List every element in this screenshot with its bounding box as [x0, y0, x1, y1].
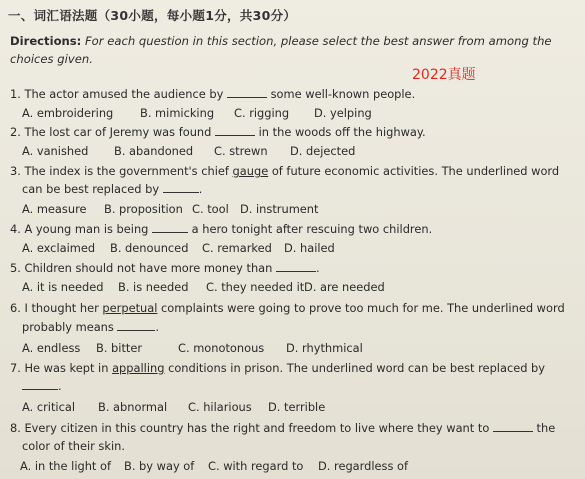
question-text: of future economic activities. The underlined word [271, 164, 560, 178]
question-text: 7. He was kept in [10, 361, 109, 375]
question-text: can be best replaced by [22, 182, 160, 196]
question-8 [10, 421, 555, 435]
question-text: 8. Every citizen in this country has the right and freedom to live where they want to [10, 421, 490, 435]
answer-blank [117, 320, 155, 331]
option-d: D. dejected [290, 144, 356, 158]
option-a: A. critical [22, 400, 75, 414]
option-b: B. proposition [104, 202, 183, 216]
option-d: D. terrible [268, 400, 326, 414]
option-c: C. they needed it [206, 280, 305, 294]
question-text: 3. The index is the government's chief [10, 164, 229, 178]
answer-blank [276, 261, 316, 272]
option-c: C. hilarious [188, 400, 252, 414]
question-6-continued: probably means . [22, 320, 160, 334]
question-1 [10, 87, 415, 101]
option-d: D. regardless of [318, 459, 409, 473]
option-d: D. are needed [304, 280, 385, 294]
underlined-word: gauge [232, 164, 269, 178]
exam-year-tag: 2022真题 [412, 67, 476, 83]
option-c: C. tool [192, 202, 229, 216]
answer-blank [493, 421, 533, 432]
question-6 [10, 301, 565, 315]
question-3-continued: can be best replaced by . [22, 182, 203, 196]
question-text: some well-known people. [270, 87, 416, 101]
directions-text: For each question in this section, please select the best answer from among the choices given. [10, 34, 552, 66]
option-b: B. denounced [110, 241, 189, 255]
answer-blank [215, 125, 255, 136]
question-7-continued: . [22, 379, 62, 393]
option-a: A. embroidering [22, 106, 114, 120]
option-c: C. with regard to [208, 459, 304, 473]
directions-label: Directions: [10, 34, 82, 48]
question-text: . [316, 261, 320, 275]
question-7 [10, 361, 545, 375]
option-d: D. rhythmical [286, 341, 363, 355]
underlined-word: appalling [112, 361, 165, 375]
option-b: B. abandoned [114, 144, 194, 158]
option-c: C. strewn [214, 144, 268, 158]
question-text: the [536, 421, 556, 435]
option-a: A. measure [22, 202, 87, 216]
question-text: in the woods off the highway. [258, 125, 426, 139]
question-2 [10, 125, 426, 139]
question-text: 1. The actor amused the audience by [10, 87, 224, 101]
question-text: 6. I thought her [10, 301, 99, 315]
option-b: B. mimicking [140, 106, 215, 120]
question-text: 5. Children should not have more money than [10, 261, 273, 275]
option-b: B. bitter [96, 341, 143, 355]
section-title: 一、词汇语法题（30小题，每小题1分，共30分） [8, 8, 297, 23]
question-text: conditions in prison. The underlined word can be best replaced by [168, 361, 546, 375]
question-text: 2. The lost car of Jeremy was found [10, 125, 212, 139]
question-text: probably means [22, 320, 114, 334]
answer-blank [163, 182, 199, 193]
directions [10, 32, 570, 68]
option-a: A. in the light of [20, 459, 111, 473]
option-d: D. hailed [284, 241, 335, 255]
option-a: A. vanished [22, 144, 89, 158]
option-a: A. it is needed [22, 280, 104, 294]
option-d: D. instrument [240, 202, 319, 216]
option-b: B. by way of [124, 459, 195, 473]
option-a: A. exclaimed [22, 241, 96, 255]
question-4 [10, 222, 432, 236]
answer-blank [22, 379, 58, 390]
underlined-word: perpetual [102, 301, 158, 315]
question-text: 4. A young man is being [10, 222, 149, 236]
question-5 [10, 261, 320, 275]
question-3 [10, 164, 559, 178]
option-c: C. remarked [202, 241, 272, 255]
option-d: D. yelping [314, 106, 372, 120]
question-8-continued [22, 439, 125, 453]
option-a: A. endless [22, 341, 81, 355]
option-c: C. rigging [234, 106, 290, 120]
option-b: B. is needed [118, 280, 189, 294]
question-text: a hero tonight after rescuing two children. [191, 222, 433, 236]
answer-blank [227, 87, 267, 98]
question-text: color of their skin. [22, 439, 125, 453]
option-b: B. abnormal [98, 400, 168, 414]
question-text: complaints were going to prove too much for me. The underlined word [161, 301, 565, 315]
option-c: C. monotonous [178, 341, 265, 355]
answer-blank [152, 222, 188, 233]
